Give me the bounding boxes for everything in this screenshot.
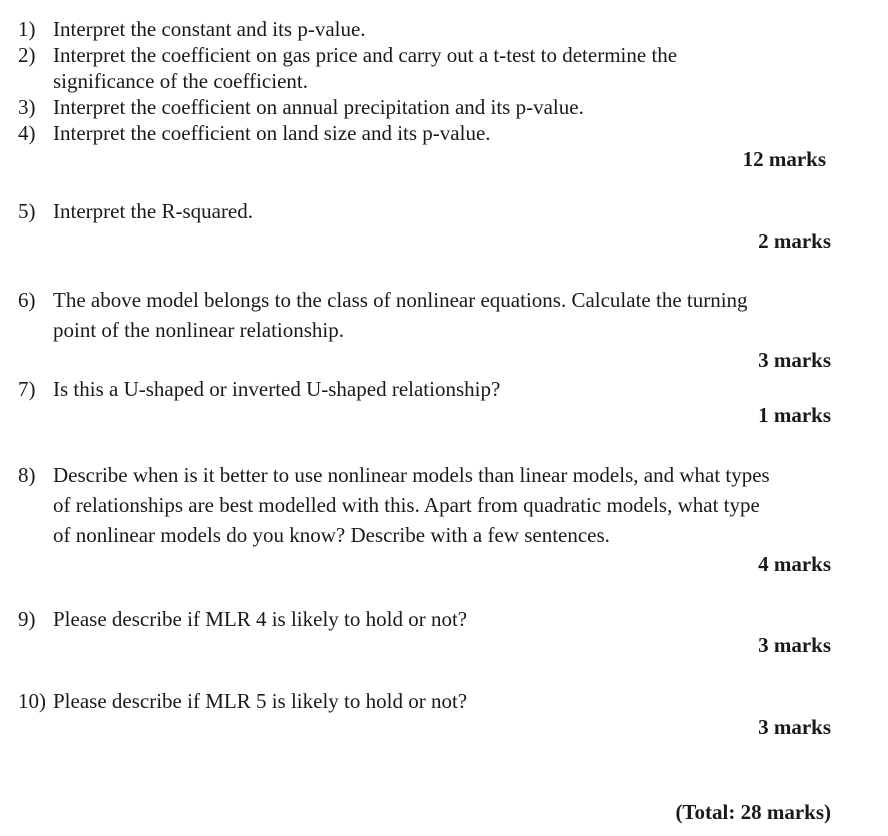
question-number: 10) [18, 689, 46, 713]
question-number: 6) [18, 288, 36, 312]
marks-q10: 3 marks [758, 715, 831, 739]
question-text: Interpret the coefficient on annual precipitation and its p-value. [53, 95, 584, 119]
question-text: Interpret the coefficient on gas price and carry out a t-test to determine the [53, 43, 678, 67]
marks-q8: 4 marks [758, 552, 831, 576]
question-number: 5) [18, 199, 36, 223]
question-number: 8) [18, 463, 36, 487]
question-text-continued: of relationships are best modelled with this. Apart from quadratic models, what type [53, 493, 760, 517]
question-text: Describe when is it better to use nonlinear models than linear models, and what types [53, 463, 770, 487]
total-marks: (Total: 28 marks) [675, 800, 831, 824]
question-text-continued: of nonlinear models do you know? Describe with a few sentences. [53, 523, 610, 547]
marks-q9: 3 marks [758, 633, 831, 657]
marks-q6: 3 marks [758, 348, 831, 372]
question-number: 1) [18, 17, 36, 41]
question-number: 2) [18, 43, 36, 67]
question-text: Interpret the R-squared. [53, 199, 254, 223]
question-text: Please describe if MLR 5 is likely to hold or not? [53, 689, 468, 713]
question-number: 7) [18, 377, 36, 401]
marks-q1-4: 12 marks [742, 147, 826, 171]
question-text-continued: significance of the coefficient. [53, 69, 308, 93]
question-text: Is this a U-shaped or inverted U-shaped relationship? [53, 377, 501, 401]
question-number: 9) [18, 607, 36, 631]
question-text: The above model belongs to the class of nonlinear equations. Calculate the turning [53, 288, 748, 312]
question-text: Interpret the coefficient on land size and its p-value. [53, 121, 491, 145]
question-number: 4) [18, 121, 36, 145]
marks-q5: 2 marks [758, 229, 831, 253]
question-text: Please describe if MLR 4 is likely to hold or not? [53, 607, 468, 631]
marks-q7: 1 marks [758, 403, 831, 427]
question-text: Interpret the constant and its p-value. [53, 17, 366, 41]
question-number: 3) [18, 95, 36, 119]
question-text-continued: point of the nonlinear relationship. [53, 318, 345, 342]
